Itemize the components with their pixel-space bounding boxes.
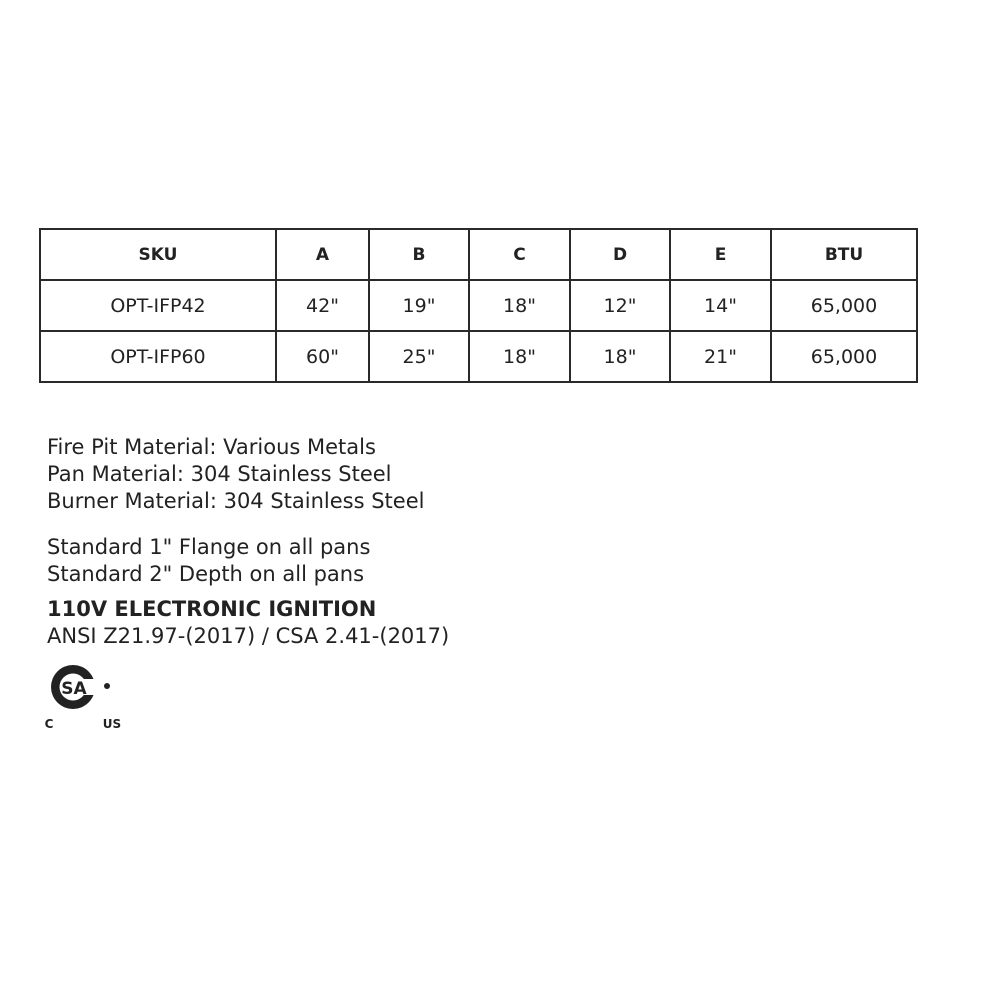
cell-sku: OPT-IFP42 — [40, 280, 276, 331]
csa-certification-mark-icon — [44, 660, 134, 735]
spec-notes — [47, 434, 449, 650]
header-b: B — [369, 229, 469, 280]
header-sku: SKU — [40, 229, 276, 280]
cell-c: 18" — [469, 280, 570, 331]
header-d: D — [570, 229, 670, 280]
cell-btu: 65,000 — [771, 280, 917, 331]
csa-logo-text: SA — [61, 679, 87, 699]
cell-b: 19" — [369, 280, 469, 331]
cell-d: 18" — [570, 331, 670, 382]
flange-standard: Standard 1" Flange on all pans — [47, 535, 371, 559]
header-c: C — [469, 229, 570, 280]
cert-us-label: US — [102, 717, 122, 731]
burner-material: Burner Material: 304 Stainless Steel — [47, 489, 425, 513]
cell-e: 21" — [670, 331, 771, 382]
ignition-type: 110V ELECTRONIC IGNITION — [47, 597, 377, 621]
depth-standard: Standard 2" Depth on all pans — [47, 562, 365, 586]
header-btu: BTU — [771, 229, 917, 280]
cell-a: 60" — [276, 331, 369, 382]
fire-pit-material: Fire Pit Material: Various Metals — [47, 435, 376, 459]
cell-a: 42" — [276, 280, 369, 331]
table-row — [40, 280, 917, 331]
header-e: E — [670, 229, 771, 280]
cell-e: 14" — [670, 280, 771, 331]
cell-b: 25" — [369, 331, 469, 382]
table-row — [40, 331, 917, 382]
cell-d: 12" — [570, 280, 670, 331]
cell-sku: OPT-IFP60 — [40, 331, 276, 382]
certification-standards: ANSI Z21.97-(2017) / CSA 2.41-(2017) — [47, 624, 450, 648]
header-a: A — [276, 229, 369, 280]
cell-btu: 65,000 — [771, 331, 917, 382]
table-header-row — [40, 229, 917, 280]
cert-c-label: C — [44, 717, 54, 731]
pan-material: Pan Material: 304 Stainless Steel — [47, 462, 392, 486]
spec-table — [39, 228, 918, 383]
cell-c: 18" — [469, 331, 570, 382]
